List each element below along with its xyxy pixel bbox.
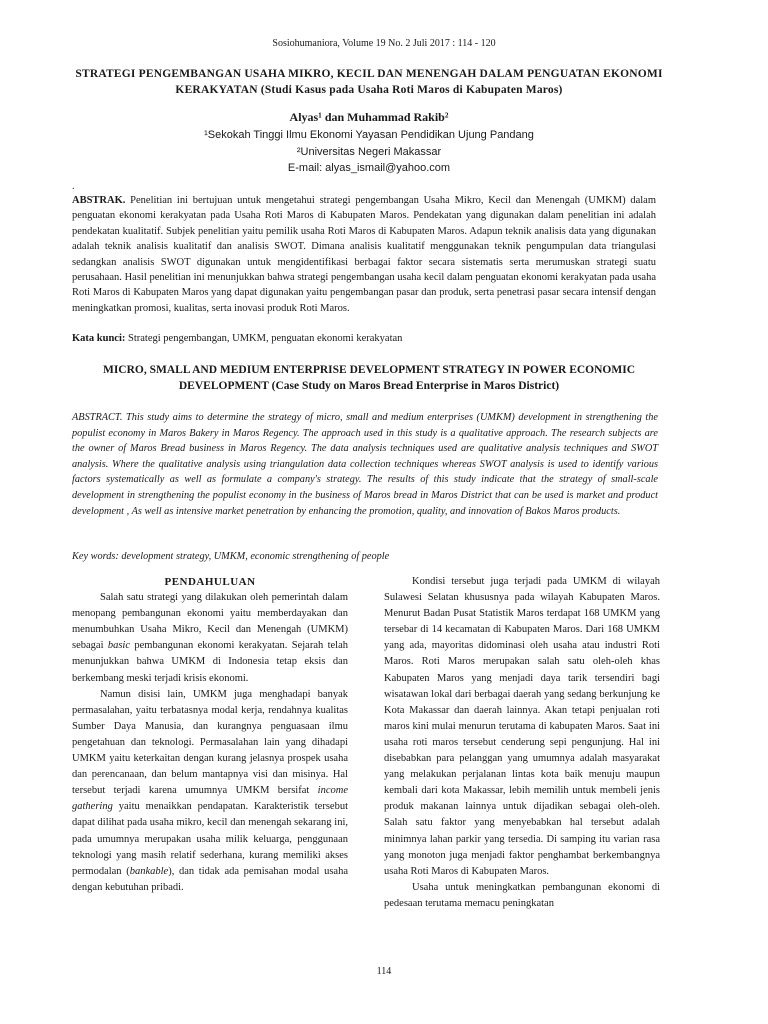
paper-title-en: MICRO, SMALL AND MEDIUM ENTERPRISE DEVELOPMENT STRATEGY IN POWER ECONOMIC DEVELOPMENT (Case Study on Maros Bread Enterprise in Maros District) [102,364,636,392]
paragraph: Kondisi tersebut juga terjadi pada UMKM di wilayah Sulawesi Selatan khususnya pada wilayah Kabupaten Maros. Menurut Badan Pusat Statistik Maros terdapat 168 UMKM yang tersebar di 14 kecamatan di Kabupaten Maros. Dari 168 UMKM yang ada, mayoritas didominasi oleh usaha atau industri Roti Maros. Roti Maros merupakan salah satu oleh-oleh khas Kabupaten Maros yang menjadi daya tarik tersendiri bagi wisatawan lokal dari berbagai daerah yang sedang berkunjung ke Kota Makassar dan daerah lainnya. Akan tetapi penjualan roti maros kini mulai menurun terutama di kabupaten Maros. Saat ini usaha roti maros tersebut cenderung sepi pengunjung. Hal ini disebabkan para pelanggan yang umumnya adalah masyarakat yang melakukan perjalanan lintas kota baik menuju maupun kembali dari kota Makassar, lebih memilih untuk membeli jenis produk makanan lainnya untuk dijadikan sebagai oleh-oleh. Salah satu faktor yang menyebabkan hal tersebut adalah minimnya lahan parkir yang tersedia. Di samping itu varian rasa yang monoton juga menjadi faktor penghambat berkembangnya usaha Roti Maros di Kabupaten Maros. [384,576,660,877]
abstract-en: ABSTRACT. This study aims to determine the strategy of micro, small and medium enterprises (UMKM) development in strengthening the populist economy in Maros Bakery in Maros Regency. The approach used in this study is a qualitative approach. The research subjects are the owner of Maros Bread business in Maros Regency. The data analysis techniques used are qualitative analysis techniques and SWOT analysis. Where the qualitative analysis using triangulation data collection techniques whereas SWOT analysis is used to identify various factors systematically as well as formulate a company's strategy. The results of this study indicate that the strategy of small-scale development in strengthening the populist economy in the business of Maros bread in Maros District that can be used is market and product development , As well as intensive market penetration by enhancing the promotion, quality, and innovation of Bakos Maros products. [72,412,658,517]
abstract-id-text: Penelitian ini bertujuan untuk mengetahui strategi pengembangan Usaha Mikro, Kecil dan Menengah (UMKM) dalam penguatan ekonomi kerakyatan pada Usaha Roti Maros di Kabupaten Maros. Pendekatan yang digunakan dalam penelitian ini adalah pendekatan kualitatif. Subjek penelitian yaitu pemilik usaha Roti Maros di Kabupaten Maros. Adapun teknik analisis data yang digunakan adalah teknik analisis kualitatif dan analisis SWOT. Dimana analisis kualitatif menggunakan teknik pengumpulan data triangulasi sedangkan analisis SWOT digunakan untuk mengidentifikasi berbagai faktor secara sistematis serta merumuskan strategi suatu perusahaan. Hasil penelitian ini menunjukkan bahwa strategi pengembangan usaha kecil dalam penguatan ekonomi kerakyatan pada usaha Roti Maros di Kabupaten Maros yang dapat digunakan yaitu pengembangan pasar dan produk, serta penetrasi pasar secara intensif dengan meningkatkan promosi, kualitas, serta inovasi produk Roti Maros. [72,195,656,314]
paragraph: Usaha untuk meningkatkan pembangunan ekonomi di pedesaan terutama memacu peningkatan [384,881,660,909]
author-email: E-mail: alyas_ismail@yahoo.com [287,162,451,174]
left-column [72,574,348,896]
authors: Alyas¹ dan Muhammad Rakib² [289,110,449,124]
abstract-id-label: ABSTRAK. [72,195,126,206]
right-column [384,574,660,912]
keywords-id-text: Strategi pengembangan, UMKM, penguatan ekonomi kerakyatan [125,333,403,344]
abstract-id [72,193,656,316]
keywords-id [72,333,656,344]
keywords-en: Key words: development strategy, UMKM, economic strengthening of people [72,551,390,562]
keywords-id-label: Kata kunci: [72,333,126,344]
journal-header: Sosiohumaniora, Volume 19 No. 2 Juli 2017 : 114 - 120 [272,38,496,49]
section-heading: PENDAHULUAN [164,576,256,588]
stray-mark: . [72,181,75,192]
paper-title-id: STRATEGI PENGEMBANGAN USAHA MIKRO, KECIL DAN MENENGAH DALAM PENGUATAN EKONOMI KERAKYATAN (Studi Kasus pada Usaha Roti Maros di Kabupaten Maros) [75,68,663,96]
affiliation-1: ¹Sekokah Tinggi Ilmu Ekonomi Yayasan Pendidikan Ujung Pandang [204,129,534,141]
paragraph: Salah satu strategi yang dilakukan oleh pemerintah dalam menopang pembangunan ekonomi yaitu memberdayakan dan menumbuhkan Usaha Mikro, Kecil dan Menengah (UMKM) sebagai basic pembangunan ekonomi kerakyatan. Sejarah telah menunjukkan bahwa UMKM di Indonesia tetap eksis dan berkembang meski terjadi krisis ekonomi. [72,592,348,684]
affiliation-2: ²Universitas Negeri Makassar [296,146,442,158]
paragraph: Namun disisi lain, UMKM juga menghadapi banyak permasalahan, yaitu terbatasnya modal kerja, rendahnya kualitas Sumber Daya Manusia, dan kurangnya penguasaan ilmu pengetahuan dan teknologi. Permasalahan lain yang dihadapi UMKM yaitu keterkaitan dengan kurang jelasnya prospek usaha dan perencanaan, dan belum mantapnya visi dan misinya. Hal tersebut terjadi karena umumnya UMKM bersifat income gathering yaitu menaikkan pendapatan. Karakteristik tersebut dapat dilihat pada usaha mikro, kecil dan menengah sekarang ini, pada umumnya merupakan usaha milik keluarga, penggunaan teknologi yang masih relatif sederhana, kurang memiliki akses permodalan (bankable), dan tidak ada pemisahan modal usaha dengan kebutuhan pribadi. [72,688,349,893]
page-number: 114 [376,966,392,977]
